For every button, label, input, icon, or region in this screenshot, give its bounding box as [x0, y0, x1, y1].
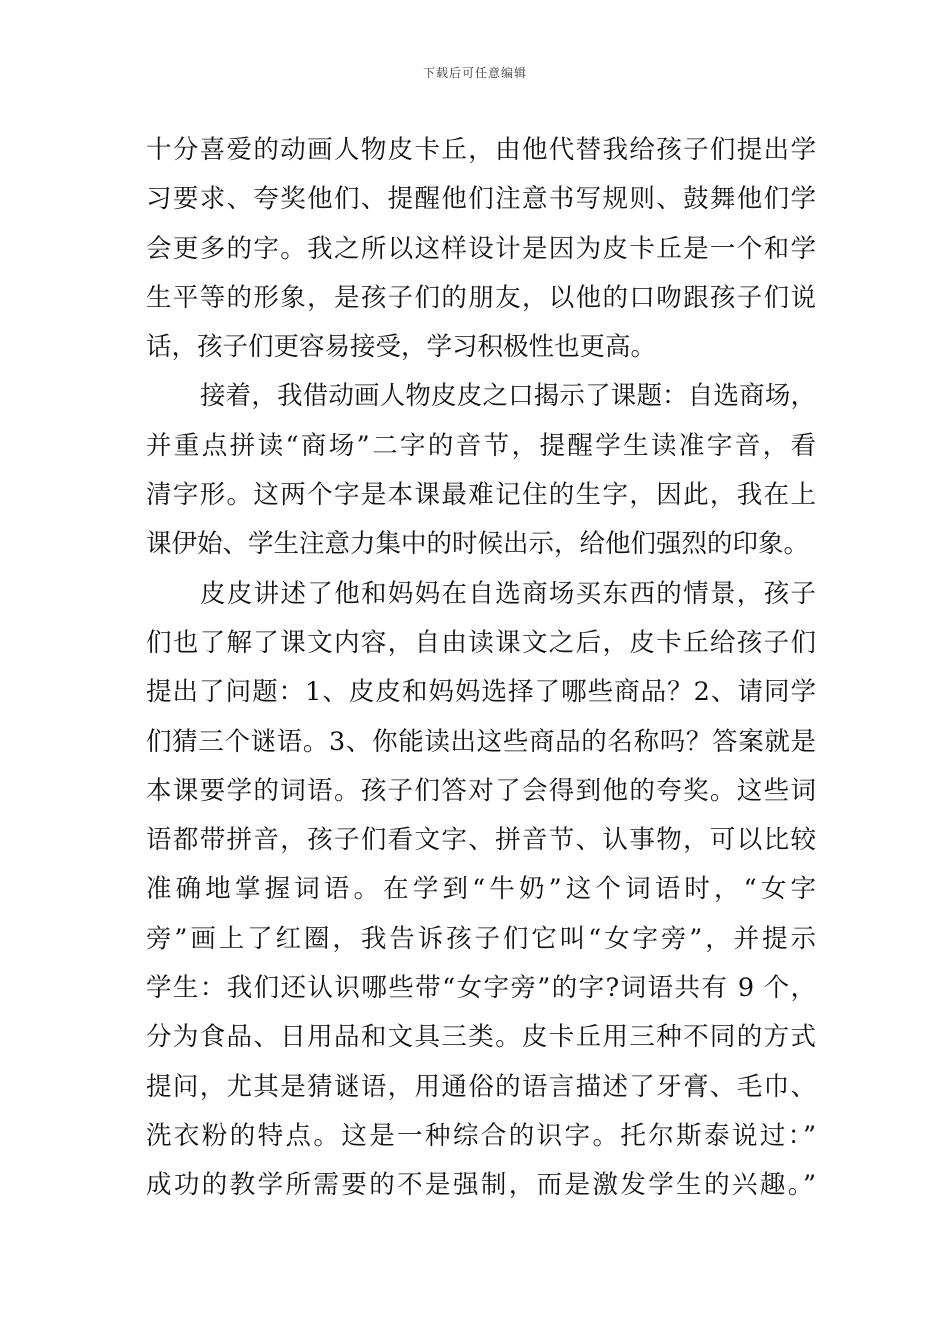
text-line: 们也了解了课文内容，自由读课文之后，皮卡丘给孩子们: [146, 627, 816, 658]
body-text: [146, 126, 816, 1211]
text-line: 生平等的形象，是孩子们的朋友，以他的口吻跟孩子们说: [146, 282, 816, 313]
text-line: 话，孩子们更容易接受，学习积极性也更高。: [146, 332, 657, 363]
text-line: 课伊始、学生注意力集中的时候出示，给他们强烈的印象。: [146, 529, 810, 560]
text-line: 十分喜爱的动画人物皮卡丘，由他代替我给孩子们提出学: [146, 135, 816, 165]
text-line: 学生：我们还认识哪些带“女字旁”的字?词语共有 9 个，: [146, 973, 816, 1004]
text-line: 清字形。这两个字是本课最难记住的生字，因此，我在上: [146, 480, 816, 511]
text-line: 分为食品、日用品和文具三类。皮卡丘用三种不同的方式: [146, 1022, 816, 1053]
header-note: 下载后可任意编辑: [422, 66, 527, 80]
text-line: 习要求、夸奖他们、提醒他们注意书写规则、鼓舞他们学: [146, 184, 816, 215]
text-line: 并重点拼读“商场”二字的音节，提醒学生读准字音，看: [146, 430, 816, 461]
text-line: 准确地掌握词语。在学到“牛奶”这个词语时，“女字: [146, 874, 816, 905]
text-line: 接着，我借动画人物皮皮之口揭示了课题：自选商场，: [200, 381, 816, 412]
text-line: 洗衣粉的特点。这是一种综合的识字。托尔斯泰说过：”: [146, 1120, 816, 1151]
text-line: 提出了问题：1、皮皮和妈妈选择了哪些商品？2、请同学: [146, 677, 816, 708]
text-line: 提问，尤其是猜谜语，用通俗的语言描述了牙膏、毛巾、: [146, 1071, 816, 1102]
text-line: 成功的教学所需要的不是强制，而是激发学生的兴趣。”: [146, 1170, 816, 1201]
text-line: 会更多的字。我之所以这样设计是因为皮卡丘是一个和学: [146, 233, 816, 264]
text-line: 旁”画上了红圈，我告诉孩子们它叫“女字旁”，并提示: [146, 923, 816, 954]
text-line: 本课要学的词语。孩子们答对了会得到他的夸奖。这些词: [146, 775, 816, 806]
text-line: 语都带拼音，孩子们看文字、拼音节、认事物，可以比较: [146, 825, 816, 856]
text-line: 皮皮讲述了他和妈妈在自选商场买东西的情景，孩子: [200, 578, 816, 609]
text-line: 们猜三个谜语。3、你能读出这些商品的名称吗？答案就是: [146, 726, 816, 757]
